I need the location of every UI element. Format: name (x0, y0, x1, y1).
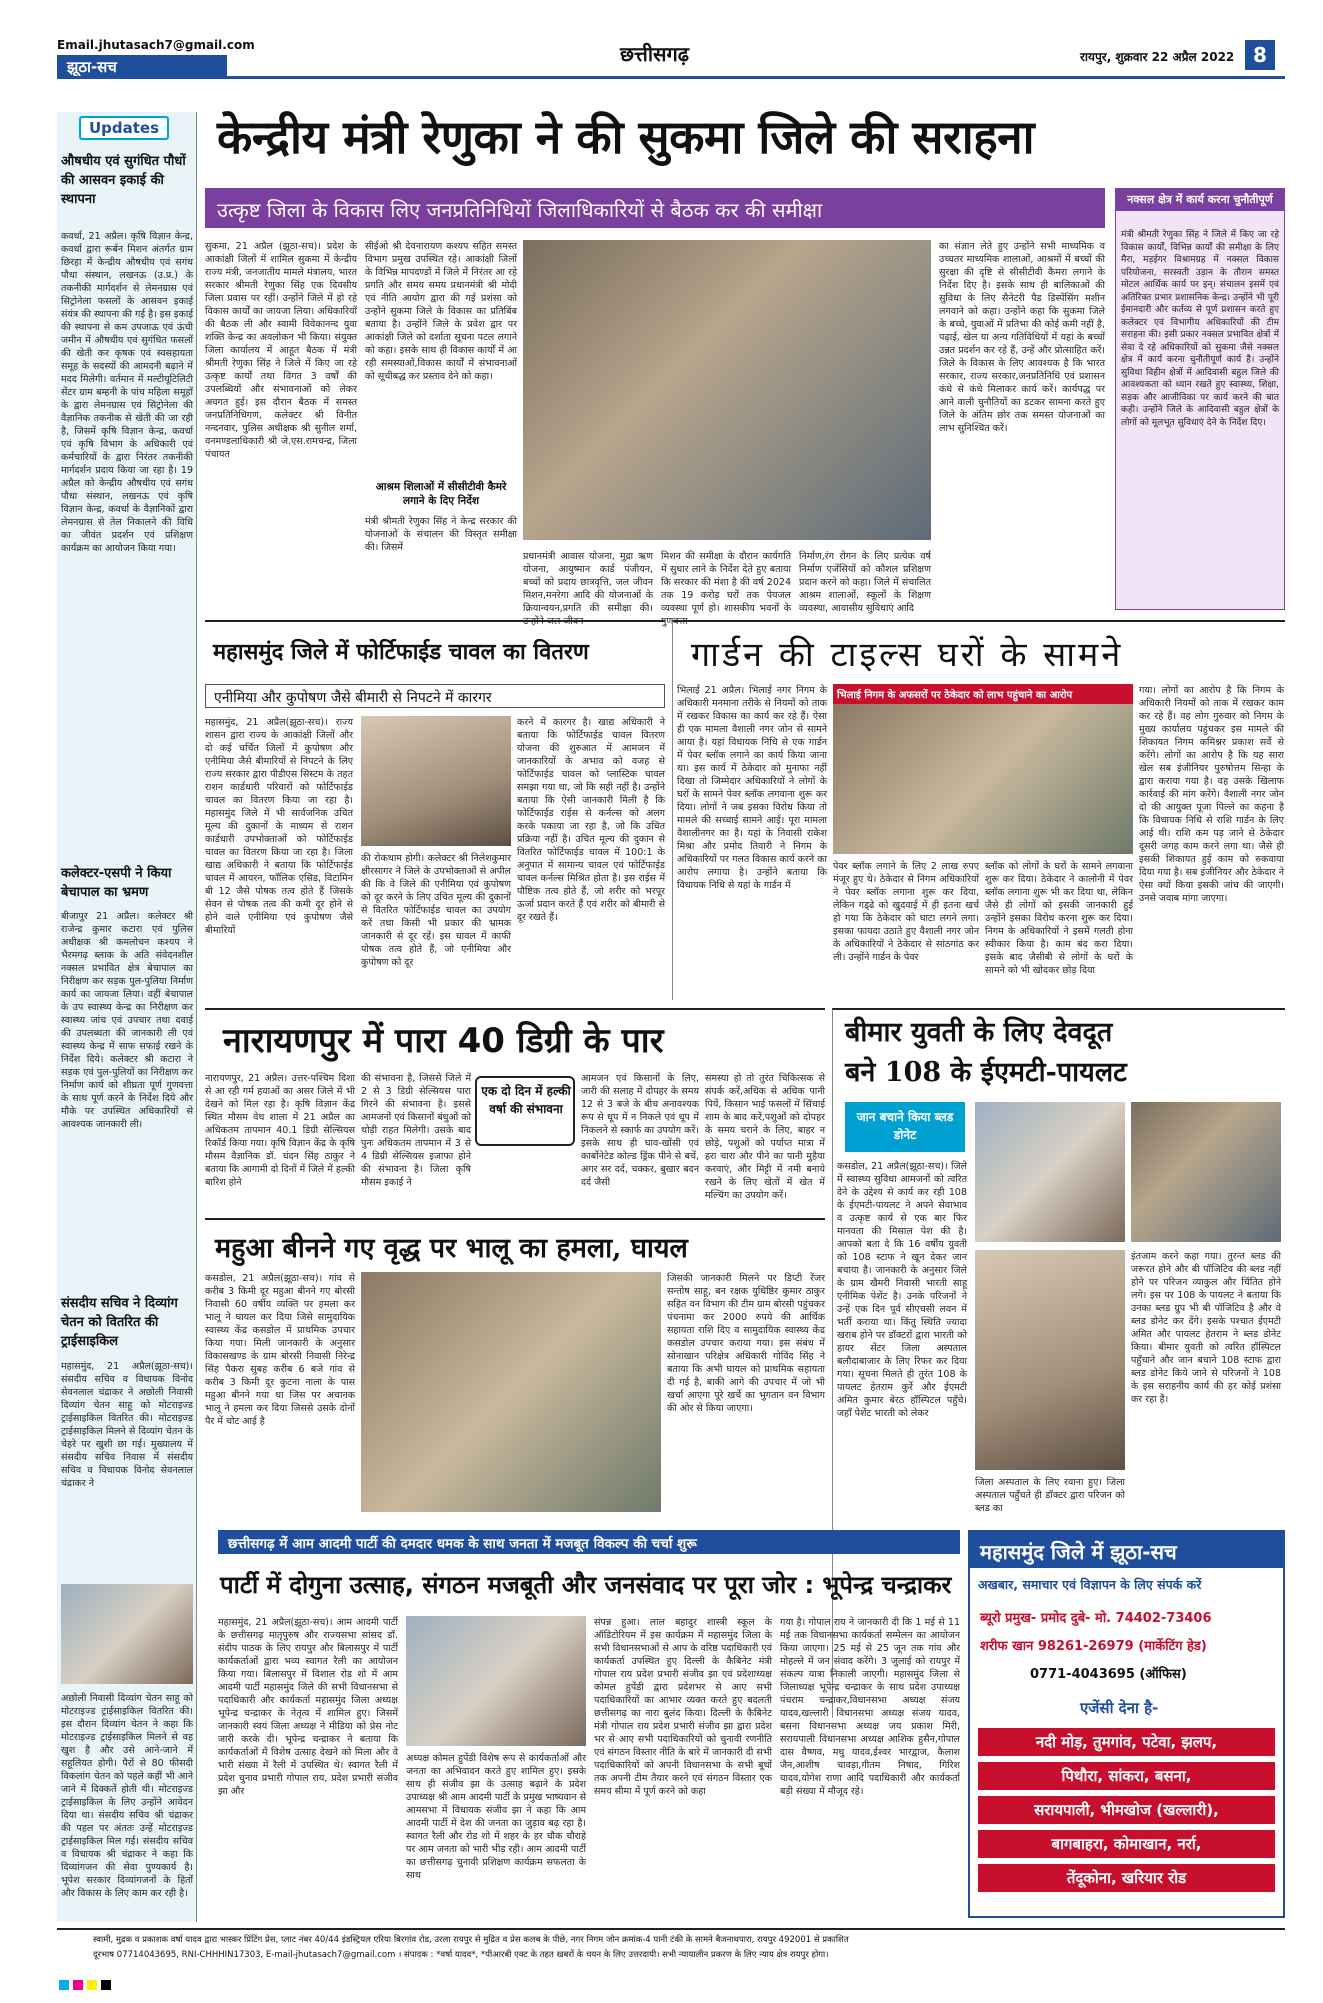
narayanpur-box (475, 1076, 575, 1146)
aap-headline: पार्टी में दोगुना उत्साह, संगठन मजबूती और जनसंवाद पर पूरा जोर : भूपेन्द्र चन्द्राकर (220, 1571, 952, 1599)
aap-rally-photo (406, 1616, 586, 1746)
sidebar-story1-body: कवर्धा, 21 अप्रैल। कृषि विज्ञान केन्द्र, कवर्धा द्वारा रूर्बन मिशन अंतर्गत ग्राम छिरहा में केन्द्रीय औषधीय एवं सगंध पौधा संस्थान, लखनऊ (उ.प्र.) के तकनीकी मार्गदर्शन से लेमनग्रास एवं सिट्रोनेला फसलों के आसवन इकाई संयंत्र की स्थापना की गई है। इस इकाई की स्थापना से कम उपजाऊ एवं ऊंची जमीन में औषधीय एवं सुगंधित फसलों की खेती कर कृषक एवं स्वसहायता समूह के सदस्यों की आमदनी बढ़ाने में मदद मिलेगी। वर्तमान में मल्टीयूटिलिटी सेंटर ग्राम बम्हनी के पांच महिला समूहों के द्वारा लेमनग्रास एवं सिट्रोनेला की वैज्ञानिक तकनीक से खेती की जा रही है, जिसमें कृषि विज्ञान केन्द्र, कवर्धा एवं कृषि विभाग के अधिकारी एवं कर्मचारियों के द्वारा निरंतर तकनीकी मार्गदर्शन प्रदाय किया जा रहा है। 19 अप्रैल को केन्द्रीय औषधीय एवं सगंध पौधा संस्थान, लखनऊ एवं कृषि विज्ञान केन्द्र, कवर्धा के वैज्ञानिकों द्वारा लेमनग्रास से तेल निकालने की विधि का जीवंत प्रदर्शन एवं प्रशिक्षण कार्यक्रम का आयोजन किया गया। (61, 231, 193, 554)
rice-headline: महासमुंद जिले में फोर्टिफाईड चावल का वितरण (213, 640, 589, 665)
ambulance-headline-1: बीमार युवती के लिए देवदूत (845, 1017, 1113, 1048)
masthead (0, 0, 1323, 85)
imprint-line1: स्वामी, मुद्रक व प्रकाशक वर्षा यादव द्वारा भास्कर प्रिंटिंग प्रेस, प्लाट नंबर 40/44 इंडस्ट्रियल एरिया बिरगांव रोड, उरला रायपुर से मुद्रित व प्रेस कलब के पीछे, नगर निगम जोन क्रमांक-4 पानी टंकी के सामने बैजनाथपारा, रायपुर 492001 से प्रकाशित (93, 1935, 849, 1945)
aap-col4: गया है। गोपाल राय ने जानकारी दी कि 1 मई से 11 मई तक विधानसभा कार्यकर्ता सम्मेलन का आयोजन किया जाएगा। 25 मई से 25 जून तक गांव और मोहल्ले में जन संवाद करेंगे। 3 जुलाई को रायपुर में संकल्प यात्रा निकाली जाएगी। महासमुंद जिला से जिलाध्यक्ष भूपेन्द्र चन्द्राकर के साथ प्रदेश उपाध्यक्ष पंचराम चन्द्राकर,विधानसभा अध्यक्ष संजय यादव,खल्लारी विधानसभा अध्यक्ष संजय यादव, बसना विधानसभा अध्यक्ष जय प्रकाश मिरी, सरायपाली विधानसभा अध्यक्ष आशिक हुसैन,गोपाल दास वैष्णव, मधु यादव,ईश्वर भारद्वाज, कैलाश जैन,आशीष चावड़ा,गीतम निषाद, गिरिश यादव,योगेश राणा आदि पदाधिकारी और कार्यकर्ता बड़ी संख्या में मौजूद रहे। (780, 1617, 960, 1797)
color-registration-bar (57, 1975, 1285, 1989)
narayanpur-col4: समस्या हो तो तुरंत चिकित्सक से संपर्क करें,अधिक से अधिक पानी पियें, किसान भाई फसलों में सिंचाई शाम के बाद करें,पशुओं को दोपहर के समय चराने के लिए, बाहर न छोड़े, पशुओं को पर्याप्त मात्रा में हरा चारा और पीने का पानी मुहैया करवाएं, और मिट्टी में नमी बनाये रखने के लिए खेतों में खेत में मल्चिंग का उपयोग करें। (705, 1073, 825, 1201)
masthead-rule (57, 76, 1285, 79)
reg-swatch-black (101, 1980, 111, 1990)
reg-swatch-magenta (73, 1980, 83, 1990)
tricycle-photo (61, 1584, 193, 1684)
hospital-photo-2 (1131, 1102, 1281, 1242)
rice-col3: करने में कारगर है। खाद्य अधिकारी ने बताया कि फोर्टिफाईड चावल वितरण योजना की शुरुआत में आमजन में जानकारियों के अभाव को वजह से फोर्टिफाईड चावल को प्लास्टिक चावल समझा गया था, जो कि सही नहीं है। उन्होंने बताया कि ऐसी जानकारी मिली है कि फोर्टिफाईड राईस से कर्नल्स को अलग करके पकाया जा रहा है, जो कि उचित प्रक्रिया नहीं है। उचित मूल्य की दुकान से वितरित फोर्टिफाईड चावल में 100:1 के अनुपात में सामान्य चावल एवं फोर्टिफाईड चावल कर्नल्स मिश्रित होता है। इस राईस में पौष्टिक तत्व होते हैं, जो शरीर को भरपूर ऊर्जा प्रदान करते हैं एवं शरीर को बीमारी से दूर रखते हैं। (517, 717, 665, 923)
aap-col3: संपन्न हुआ। लाल बहादुर शास्त्री स्कूल के ऑडिटोरियम में इस कार्यक्रम में महासमुंद जिला के सभी विधानसभाओं से आप के वरिष्ठ पदाधिकारी एवं कार्यकर्ता उपस्थित हुए दिल्ली के कैबिनेट मंत्री गोपाल राय प्रदेश प्रभारी संजीव झा एवं प्रदेशाध्यक्ष कोमल हुपेंडी द्वारा प्रदेशभर से आए सभी पदाधिकारियों का आभार व्यक्त करते हुए बदलती छत्तीसगढ़ का नारा बुलंद किया। दिल्ली के कैबिनेट मंत्री गोपाल राय प्रदेश प्रभारी संजीव झा द्वारा प्रदेश भर से आए सभी पदाधिकारियों को चुनावी रणनीति एवं संगठन विस्तार नीति के बारे में जानकारी दी सभी पदाधिकारियों को अपनी विधानसभा के सभी बूथों तक अपनी टीम तैयार करने एवं संगठन विस्तार एक समय सीमा में पूर्ण करने को कहा (594, 1617, 772, 1797)
sidebar (57, 112, 197, 1922)
rice-photo (361, 716, 511, 846)
dateline: रायपुर, शुक्रवार 22 अप्रैल 2022 (1080, 50, 1235, 64)
page-number-badge (1245, 40, 1275, 70)
meeting-photo (523, 240, 931, 540)
advert-line2: शरीफ खान 98261-26979 (मार्केटिंग हेड) (980, 1639, 1207, 1654)
rice-story (205, 620, 665, 1000)
lead-col4: मिशन की समीक्षा के दौरान कार्यगति में सुधार लाने के निर्देश देते हुए बताया कि सरकार की मंशा है की वर्ष 2024 तक 19 करोड़ घरों तक पेयजल व्यवस्था पूर्ण हो। शासकीय भवनों के गुणवत्ता (661, 551, 791, 627)
state-label: छत्तीसगढ़ (620, 42, 690, 66)
bear-headline: महुआ बीनने गए वृद्ध पर भालू का हमला, घायल (215, 1233, 688, 1264)
narayanpur-col1: नारायणपुर, 21 अप्रैल। उत्तर-पश्चिम दिशा से आ रही गर्म हवाओं का असर जिले में भी देखने को मिल रहा है। कृषि विज्ञान केंद्र स्थित मौसम वेध शाला में 21 अप्रैल का अधिकतम तापमान 40.1 डिग्री सेल्सियस रिकॉर्ड किया गया। कृषि विज्ञान केंद्र के कृषि मौसम वैज्ञानिक डॉ. चंदन सिंह ठाकुर ने बताया कि आगामी दो दिनों में जिले में हल्की बारिश होने (205, 1073, 355, 1188)
reg-swatch-yellow (87, 1980, 97, 1990)
bear-story (205, 1218, 825, 1518)
garden-photo (833, 704, 1133, 854)
narayanpur-headline: नारायणपुर में पारा 40 डिग्री के पार (223, 1021, 664, 1061)
advert-agency-title: एजेंसी देना है- (1080, 1699, 1159, 1717)
advert-line3: 0771-4043695 (ऑफिस) (1030, 1667, 1187, 1682)
ambulance-headline-2: बने 108 के ईएमटी-पायलट (845, 1057, 1127, 1088)
garden-caption-band (833, 684, 1133, 704)
lead-col3: प्रधानमंत्री आवास योजना, मुद्रा ऋण योजना, आयुष्मान कार्ड पंजीयन, बच्चों को प्रदाय छात्रवृत्ति, जल जीवन मिशन,मनरेगा आदि की योजनाओं के क्रियान्वयन,प्रगति की समीक्षा की। उन्होंने जल जीवन (523, 551, 653, 627)
bear-col1: कसडोल, 21 अप्रैल(झूठा-सच)। गांव से करीब 3 किमी दूर महुआ बीनने गए बोरसी निवासी 60 वर्षीय व्यक्ति पर हमला कर भालू ने घायल कर दिया जिसे सामुदायिक स्वास्थ्य केंद्र कसडोल में प्राथमिक उपचार किया गया। मिली जानकारी के अनुसार विकासखण्ड के ग्राम बोरसी निवासी निरेन्द्र सिंह पैकरा सुबह करीब 6 बजे गांव से करीब 3 किमी दूर कुटना नाला के पास महुआ बीनने गया था जिस पर अचानक भालू ने हमला कर दिया जिससे उसके दोनों पैर में चोट आई है (205, 1273, 355, 1427)
aap-banner-text: छत्तीसगढ़ में आम आदमी पार्टी की दमदार धमक के साथ जनता में मजबूत विकल्प की चर्चा शुरू (228, 1536, 697, 1552)
lead-subhead: आश्रम शिलाओं में सीसीटीवी कैमरे लगाने के दिए निर्देश (375, 481, 507, 507)
narayanpur-col3: आमजन एवं किसानों के लिए, जारी की सलाह में दोपहर के समय 12 से 3 बजे के बीच अनावश्यक रूप से धूप में न निकले एवं धूप में निकलने से स्कार्फ का उपयोग करें। इसके साथ ही घाव-खोंसी एवं कार्बोनेटेड कोल्ड ड्रिंक पीने से बचें, अगर सर दर्द, चक्कर, बुखार बदन दर्द जैसी (581, 1073, 699, 1188)
lead-col5: निर्माण,रंग रोगन के लिए प्रत्येक वर्ष निर्माण एजेंसियों को कौशल प्रशिक्षण प्रदान करने को कहा। जिले में संचालित आश्रम शालाओं, स्कूलों के शिक्षण व्यवस्था, आवासीय सुविधाएं आदि (799, 551, 931, 614)
email-text: Email.jhutasach7@gmail.com (57, 38, 255, 52)
sidebar-story2-body: बीजापुर 21 अप्रैल। कलेक्टर श्री राजेन्द्र कुमार कटारा एवं पुलिस अधीक्षक श्री कमलोचन कश्यप ने भैरमगढ़ ब्लाक के अति संवेदनशील नक्सल प्रभावित क्षेत्र बेचापाल का निरीक्षण कर सड़क पुल-पुलिया निर्माण कार्य का जायजा लिया। वहीं बेचापाल के उप स्वास्थ्य केन्द्र का निरीक्षण कर स्वास्थ्य जांच एवं उपचार तथा दवाई की उपलब्धता की जानकारी ली एवं स्वास्थ्य केन्द्र में साफ सफाई रखने के निर्देश दिये। कलेक्टर श्री कटारा ने सड़क एवं पुल-पुलियों का निरीक्षण कर निर्माण कार्य को शीघ्रता पूर्ण गुणवत्ता के साथ पूर्ण करने के निर्देश दिये और मौके पर उपस्थित अधिकारियों से आवश्यक जानकारी ली। (61, 911, 193, 1130)
patient-photo (975, 1250, 1125, 1470)
updates-badge (79, 116, 169, 140)
sidebar-story3-body: महासमुंद, 21 अप्रैल(झूठा-सच)। संसदीय सचिव व विधायक विनोद सेवनलाल चंद्राकर ने अछोली निवासी दिव्यांग चेतन साहू को मोटराइज्ड ट्राईसाइकिल वितरित की। मोटराइज्ड ट्राईसाइकिल मिलने से दिव्यांग चेतन के चेहरे पर खुशी छा गई। मुख्यालय में संसदीय सचिव निवास में संसदीय सचिव व विधायक विनोद सेवनलाल चंद्राकर ने (61, 1361, 193, 1489)
ambulance-tag (845, 1102, 965, 1152)
lead-col6: का संज्ञान लेते हुए उन्होंने सभी माध्यमिक व उच्चतर माध्यमिक शालाओं, आश्रमों में बच्चों की सुरक्षा की दृष्टि से सीसीटीवी कैमरा लगाने के निर्देश दिए है। इसके साथ ही बालिकाओं की सुविधा के लिए सैनेटरी पैड डिस्पेंसिंग मशीन लगवाने को कहा। उन्होंने कहा कि सुकमा जिले के बच्चे, युवाओं में प्रतिभा की कोई कमी नहीं है, पढ़ाई, खेल या अन्य गतिविधियों में यहां के बच्चों उन्नत प्रदर्शन कर रहे हैं, उन्हें और प्रोत्साहित करें। जिले के विकास के लिए आवश्यक है कि भारत सरकार, राज्य सरकार,जनप्रतिनिधि एवं प्रशासन कंधे से कंधे मिलाकर कार्य करें। कार्यपद्ध पर आने वाली चुनौतियों का डटकर सामना करते हुए जिले के अंतिम छोर तक समस्त योजनाओं का लाभ सुनिश्चित करें। (939, 241, 1105, 434)
aap-banner (218, 1530, 960, 1554)
ambulance-col1: कसडोल, 21 अप्रैल(झूठा-सच)। जिले में स्वास्थ्य सुविधा आमजनों को त्वरित देने के उद्देश्य से कार्य कर रही 108 के ईएमटी-पायलट ने अपने सेवाभाव व उत्कृष्ट कार्य से एक बार फिर मानवता की मिसाल पेश की है। आपको बता दे कि 16 वर्षीय युवती को 108 स्टाफ ने खून देकर जान बचाया है। जानकारी के अनुसार जिले के ग्राम खैमरी निवासी भारती साहू एनीमिक पेशेंट है। उनके परिजनों ने उन्हें एक दिन पूर्व सीएचसी लवन में भर्ती कराया था। किंतु स्थिति ज्यादा खराब होने पर डॉक्टरों द्वारा भारती को हायर सेंटर जिला अस्पताल बलौदाबाजार के लिए रिफर कर दिया गया। सूचना मिलते ही तुरंत 108 के पायलट हेतराम कुर्रे और ईएमटी अमित कुमार बेरठ हॉस्पिटल पहुँचे। जहाँ पेशेंट भारती को लेकर (837, 1161, 967, 1419)
sidebar-story2-headline: कलेक्टर-एसपी ने किया बेचापाल का भ्रमण (61, 866, 172, 900)
lead-sidebar-body: मंत्री श्रीमती रेणुका सिंह ने जिले में किए जा रहे विकास कार्यों, विभिन्न कार्यों की समीक्षा के लिए मैरा, मड़ईगर विश्रामग्रह में नक्सल विकास परियोजना, सरस्वती उड़ान के तौरान समस्त मोटल आर्थिक कार्य पर इन्। संचालन इसमें एवं अतिरिक्त प्रभार प्रशासनिक केन्द्र। उन्होंने भी पूरी ईमानदारी और कर्तव्य से पूर्ण प्रशासन करते हुए कलेक्टर एवं विभागीय अधिकारियों की टीम सराहना की। इसी प्रकार नक्सल प्रभावित क्षेत्रों में सेवा दे रहे अधिकारियों को सुकमा जैसे नक्सल क्षेत्र में कार्य करना चुनौतीपूर्ण कार्य है। उन्होंने सुविधा विहीन क्षेत्रों में आदिवासी बहुल जिले की आवश्यकता को ध्यान रखते हुए स्वास्थ्य, शिक्षा, सड़क और आजीविका पर कार्य करने की बात कही। उन्होंने जिले के आदिवासी बहुल क्षेत्रों के लोगों को मूलभूत सुविधाएं देने के निर्देश दिए। (1121, 230, 1279, 428)
rice-col1: महासमुंद, 21 अप्रैल(झूठा-सच)। राज्य शासन द्वारा राज्य के आकांक्षी जिलों और दो कई चर्चित जिलों में कुपोषण और एनीमिया जैसे बीमारियों से निपटने के लिए राज्य सरकार द्वारा पीडीएस सिस्टम के तहत राशन कार्डधारी परिवारों को फोर्टिफाईड चावल का वितरण किया जा रहा है। महासमुंद जिले में भी सार्वजनिक उचित मूल्य की दुकानों के माध्यम से राशन कार्डधारी उपभोक्ताओं को फोर्टिफाईड चावल का वितरण किया जा रहा है। जिला खाद्य अधिकारी ने बताया कि फोर्टिफाईड चावल में आयरन, फॉलिक एसिड, विटामिन बी 12 जैसे पोषक तत्व होते हैं जिसके सेवन से पोषक तत्व की कमी दूर होने से होने वाले एनीमिया एवं कुपोषण जैसे बीमारियों (205, 717, 353, 936)
lead-sidebar-box (1115, 188, 1285, 610)
reg-swatch-cyan (59, 1980, 69, 1990)
advert-subtitle: अखबार, समाचार एवं विज्ञापन के लिए संपर्क करें (978, 1577, 1202, 1592)
lead-sidebar-head: नक्सल क्षेत्र में कार्य करना चुनौतीपूर्ण (1116, 189, 1284, 211)
bear-photo (361, 1272, 661, 1512)
garden-story (672, 620, 1285, 1000)
garden-col2: पेवर ब्लॉक लगाने के लिए 2 लाख रुपए मंजूर हुए थे। ठेकेदार से निगम अधिकारियों ने पेवर ब्लॉक लगाना शुरू कर दिया, लेकिन गड्‌ढे को खुदवाई में ही इतना खर्च हो गया कि ठेकेदार को घाटा लगने लगा। इसका फायदा उठाते हुए वैशाली नगर जोन के अधिकारियों ने ठेकेदार से सांठगांठ कर ली। उन्होंने गार्डन के पेवर (833, 861, 979, 963)
page-number: 8 (1253, 43, 1267, 67)
updates-label: Updates (88, 119, 160, 137)
bear-col2: जिसकी जानकारी मिलने पर डिप्टी रेंजर सन्तोष साहू, बन रक्षक युधिष्ठिर कुमार ठाकुर सहित वन विभाग की टीम ग्राम बोरसी पहुंचकर पंचनामा कर 2000 रुपये की आर्थिक सहायता राशि दिए व सामुदायिक स्वास्थ्य केंद्र कसडोल उपचार कराया गया। इस संबंध में सोनाखान परिक्षेत्र अधिकारी गोविंद सिंह ने बताया कि अभी घायल को प्राथमिक सहायता दी गई है, बाकी आगे की उपचार में जो भी खर्चा आएगा पूरे खर्चे का भुगतान वन विभाग की ओर से किया जाएगा। (667, 1273, 825, 1414)
imprint-footer (57, 1928, 1285, 1970)
rice-kicker-box (205, 684, 665, 708)
advert-title-band (970, 1532, 1283, 1568)
garden-col3: ब्लॉक को लोगों के घरों के सामने लगवाना शुरू कर दिया। ठेकेदार ने कालोनी में पेवर ब्लॉक लगाना शुरू भी कर दिया था, लेकिन जैसे ही लोगों को इसकी जानकारी हुई उन्होंने इसका विरोध करना शुरू कर दिया। निगम के अधिकारियों ने इसमें गलती होना स्वीकार किया है। काम बंद करा दिया। इसके बाद जैसीबी से लोगों के घरों के सामने को भी खोदकर छोड़ दिया (985, 861, 1133, 976)
lead-deck-band (205, 188, 1105, 228)
rice-kicker: एनीमिया और कुपोषण जैसे बीमारी से निपटने में कारगर (214, 690, 492, 706)
aap-col1: महासमुंद, 21 अप्रैल(झूठा-सच)। आम आदमी पार्टी के छत्तीसगढ़ मातृपुरुष और राज्यसभा सांसद डॉ. संदीप पाठक के लिए रायपुर और बिलासपुर में पार्टी कार्यकर्ताओं द्वारा भव्य स्वागत रैली का आयोजन किया गया। बिलासपुर में विशाल रोड शो में आम आदमी पार्टी महासमुंद जिले की सभी विधानसभा से पदाधिकारी और कार्यकर्ता महासमुंद जिला अध्यक्ष भूपेन्द्र चन्द्राकर के नेतृत्व में शामिल हुए। जिसमें जानकारी स्वयं जिला अध्यक्ष ने मीडिया को प्रेस नोट जारी करके दी। भूपेन्द्र चन्द्राकर ने बताया कि कार्यकर्ताओं में विशेष उत्साह देखने को मिला और वे भारी संख्या में रैली में उपस्थित थे। स्वागत रैली में प्रदेश चुनाव प्रभारी गोपाल राय, प्रदेश प्रभारी संजीव झा और (218, 1617, 398, 1797)
advert-title: महासमुंद जिले में झूठा-सच (980, 1540, 1177, 1564)
garden-headline: गार्डन की टाइल्स घरों के सामने (691, 635, 1124, 675)
lead-deck: उत्कृष्ट जिला के विकास लिए जनप्रतिनिधियों जिलाधिकारियों से बैठक कर की समीक्षा (217, 198, 823, 222)
sidebar-story1-headline: औषधीय एवं सुगंधित पौधों की आसवन इकाई की स्थापना (61, 154, 186, 207)
sidebar-story3-headline: संसदीय सचिव ने दिव्यांग चेतन को वितरित की ट्राईसाइकिल (61, 1296, 178, 1349)
ambulance-col2: जिला अस्पताल के लिए रवाना हुए। जिला अस्पताल पहुँचते ही डॉक्टर द्वारा परिजन को ब्लड का (975, 1477, 1125, 1514)
rice-col2: की रोकथाम होगी। कलेक्टर श्री निलेशकुमार क्षीरसागर ने जिले के उपभोक्ताओं से अपील की कि वे जिले की एनीमिया एवं कुपोषण को दूर करने के लिए उचित मूल्य की दुकानों से वितरित फोर्टिफाईड चावल का उपयोग करें तथा किसी भी प्रकार की भ्रामक जानकारी से दूर रहें। इस चावल में काफी पोषक तत्व होते हैं, जो एनीमिया और कुपोषण को दूर (361, 853, 511, 968)
imprint-line2: दूरभाष 07714043695, RNI-CHHHIN17303, E-mail-jhutasach7@gmail.com । संपादक : *वर्षा यादव*, *पीआरबी एक्ट के तहत खबरों के चयन के लिए उत्तरदायी। सभी न्यायालीन प्रकरण के लिए न्याय क्षेत्र रायपुर होगा। (93, 1950, 829, 1960)
sidebar-story3-body-cont: अछोली निवासी दिव्यांग चेतन साहू को मोटराइज्ड ट्राईसाइकिल वितरित की। इस दौरान दिव्यांग चेतन ने कहा कि मोटराइज्ड ट्राईसाइकिल मिलने से वह खुश है और उसे आने-जाने में सहूलियत होगी। पैरों से 80 फीसदी विकलांग चेतन को पहले कहीं भी आने जाने में दिक्कतें होती थी। मोटराइज्ड ट्राईसाइकिल के लिए उन्होंने आवेदन दिया था। संसदीय सचिव श्री चंद्राकर की पहल पर अंततः उन्हें मोटराइज्ड ट्राईसाइकिल मिल गई। संसदीय सचिव व विधायक श्री चंद्राकर ने कहा कि दिव्यांगजन की सेवा पुण्यकार्य है। भूपेश सरकार दिव्यांगजनों के हितों और विकास के लिए काम कर रही है। (61, 1693, 193, 1899)
narayanpur-box-text: एक दो दिन में हल्की वर्षा की संभावना (481, 1084, 571, 1116)
advert-place-4: बागबाहरा, कोमाखान, नर्रा, (978, 1830, 1275, 1858)
advert-place-2: पिथौरा, सांकरा, बसना, (978, 1762, 1275, 1790)
ambulance-col3: इंतजाम करने कहा गया। तुरन्त ब्लड की जरूरत होने और बी पॉजिटिव की ब्लड नहीं होने पर परिजन व्याकुल और चिंतित होने लगे। इस पर 108 के पायलट ने बताया कि उनका ब्लड ग्रुप भी बी पॉजिटिव है और वे ब्लड डोनेट कर देंगे। इसके पश्चात ईएमटी अमित और पायलट हेतराम ने ब्लड डोनेट किया। बीमार युवती को त्वरित हॉस्पिटल पहुँचाने और जान बचाने 108 स्टाफ द्वारा ब्लड डोनेट किये जाने से परिजनों ने 108 के इस सराहनीय कार्य की हर कोई प्रशंसा कर रहा है। (1131, 1251, 1281, 1405)
advert-place-3: सरायपाली, भीमखोज (खल्लारी), (978, 1796, 1275, 1824)
ambulance-tag-text: जान बचाने किया ब्लड डोनेट (856, 1110, 954, 1142)
narayanpur-story (205, 1008, 825, 1213)
garden-caption: भिलाई निगम के अफसरों पर ठेकेदार को लाभ पहुंचाने का आरोप (837, 690, 1073, 701)
narayanpur-col2: की संभावना है, जिससे जिले में 2 से 3 डिग्री सेल्सियस पारा गिरने की संभावना है। इससे आमजनों एवं किसानों बंधुओं को थोड़ी राहत मिलेगी। उसके बाद पुनः अधिकतम तापमान में 3 से 4 डिग्री सेल्सियस इजाफा होने की संभावना है। जिला कृषि मौसम इकाई ने (361, 1073, 471, 1188)
garden-col1: भिलाई 21 अप्रैल। भिलाई नगर निगम के अधिकारी मनमाना तरीके से नियमों को ताक में रखकर विकास का कार्य कर रहे हैं। ऐसा ही एक मामला वैशाली नगर जोन से सामने आया है। यहां विधायक निधि से एक गार्डन में पेवर ब्लॉक लगाने का कार्य किया जाना था। इस कार्य में ठेकेदार को मुनाफा नहीं दिखा तो जिम्मेदार अधिकारियों ने लोगों के घरों के सामने पेवर ब्लॉक लगवाना शुरू कर दिया। लोगों ने जब इसका विरोध किया तो मामले की सच्चाई सामने आई। पूरा मामला वैशालीनगर का है। यहां के निवासी राकेश मिश्रा और प्रमोद तिवारी ने निगम के अधिकारियों पर गलत विकास कार्य करने का आरोप लगाया है। उन्होंने बताया कि विधायक निधि से यहां के गार्डन में (677, 685, 827, 891)
lead-col1: सुकमा, 21 अप्रैल (झूठा-सच)। प्रदेश के आकांक्षी जिलों में शामिल सुकमा में केन्द्रीय राज्य मंत्री, जनजातीय मामले मंत्रालय, भारत सरकार श्रीमती रेणुका सिंह एक दिवसीय जिला प्रवास पर रहीं। उन्होंने जिले में हो रहे विकास कार्यों का जायजा लिया। अधिकारियों की बैठक ली और स्वामी विवेकानन्द युवा शक्ति केन्द्र का अवलोकन भी किया। संयुक्त जिला कार्यालय में आहूत बैठक में मंत्री श्रीमती रेणुका सिंह ने जिले में किए जा रहे उत्कृष्ट कार्यों तथा विगत 3 वर्षों की उपलब्धियों और संभावनाओं को लेकर अवगत हुई। इस दौरान बैठक में समस्त जनप्रतिनिधिगण, कलेक्टर श्री विनीत नन्दनवार, पुलिस अधीक्षक श्री सुनील शर्मा, वनमण्डलाधिकारी श्री जे.एस.रामचन्द्र, जिला पंचायत (205, 241, 357, 460)
lead-col2: सीईओ श्री देवनारायण कश्यप सहित समस्त विभाग प्रमुख उपस्थित रहे। आकांक्षी जिलों के विभिन्न मापदण्डों में जिले में निरंतर आ रहे प्रगति और समय समय प्रधानमंत्री श्री मोदी एवं नीति आयोग द्वारा की गई प्रशंसा को उन्होंने सुकमा जिले के विकास का प्रतिबिंब बताया है। उन्होंने जिले के प्रवेश द्वार पर आकांक्षी जिले को दर्शाता सूचना पटल लगाने को कहा। इसके साथ ही विकास कार्यों में आ रही समस्याओं,विकास कार्यों में संभावनाओं को सूचीबद्ध कर प्रस्ताव देने को कहा। (365, 241, 517, 382)
paper-name-tab (57, 55, 227, 77)
paper-name: झूठा-सच (67, 58, 117, 76)
garden-col4: गया। लोगों का आरोप है कि निगम के अधिकारी नियमों को ताक में रखकर काम कर रहे हैं। वह लोग गुरुवार को निगम के मुख्य कार्यालय पहुंचकर इस मामले की शिकायत निगम कमिश्नर प्रकाश सर्वे से करेंगे। लोगों का आरोप है कि यह सारा खेल सब इंजीनियर पुरुषोत्तम सिन्हा के द्वारा कराया गया है। वह उसके खिलाफ कार्रवाई की मांग करेंगे। वैशाली नगर जोन दो की आयुक्त पूजा पिल्ले का कहना है कि विधायक निधि से राशि गार्डन के लिए आई थी। राशि कम पड़ जाने से ठेकेदार दूसरी जगह काम करने लगा था। जैसे ही इसकी शिकायत हुई काम को रुकवाया दिया गया है। सब इंजीनियर और ठेकेदार ने ऐसा क्यों किया इसकी जांच की जाएगी। उनसे जवाब मांगा जाएगा। (1139, 685, 1284, 904)
advert-line1: ब्यूरो प्रमुख- प्रमोद दुबे- मो. 74402-73406 (980, 1611, 1212, 1626)
hospital-photo-1 (975, 1102, 1125, 1242)
advert-box (968, 1530, 1285, 1918)
advert-place-5: तेंदूकोना, खरियार रोड (978, 1864, 1275, 1892)
lead-col2b: मंत्री श्रीमती रेणुका सिंह ने केन्द्र सरकार की योजनाओं के संचालन की विस्तृत समीक्षा की। जिसमें (365, 516, 517, 553)
aap-col2: अध्यक्ष कोमल हुपेंडी विशेष रूप से कार्यकर्ताओं और जनता का अभिवादन करते हुए शामिल हुए। इसके साथ ही संजीव झा के उत्साह बढ़ाने के प्रदेश उपाध्यक्ष श्री आम आदमी पार्टी के प्रमुख भाष्यवान से आमसभा में विधायक संजीव झा ने कहा कि आम आदमी पार्टी में देश की जनता का जुड़ाव बढ़ रहा है। स्वागत रैली और रोड शो में शहर के हर चौक चौराहे पर आम जनता को भारी भीड़ रही। आम आदमी पार्टी का छत्तीसगढ़ चुनावी प्रशिक्षण कार्यक्रम सफलता के साथ (406, 1753, 586, 1881)
lead-story (205, 100, 1285, 627)
advert-place-1: नदी मोड़, तुमगांव, पटेवा, झलप, (978, 1728, 1275, 1756)
lead-headline: केन्द्रीय मंत्री रेणुका ने की सुकमा जिले की सराहना (217, 110, 1035, 164)
